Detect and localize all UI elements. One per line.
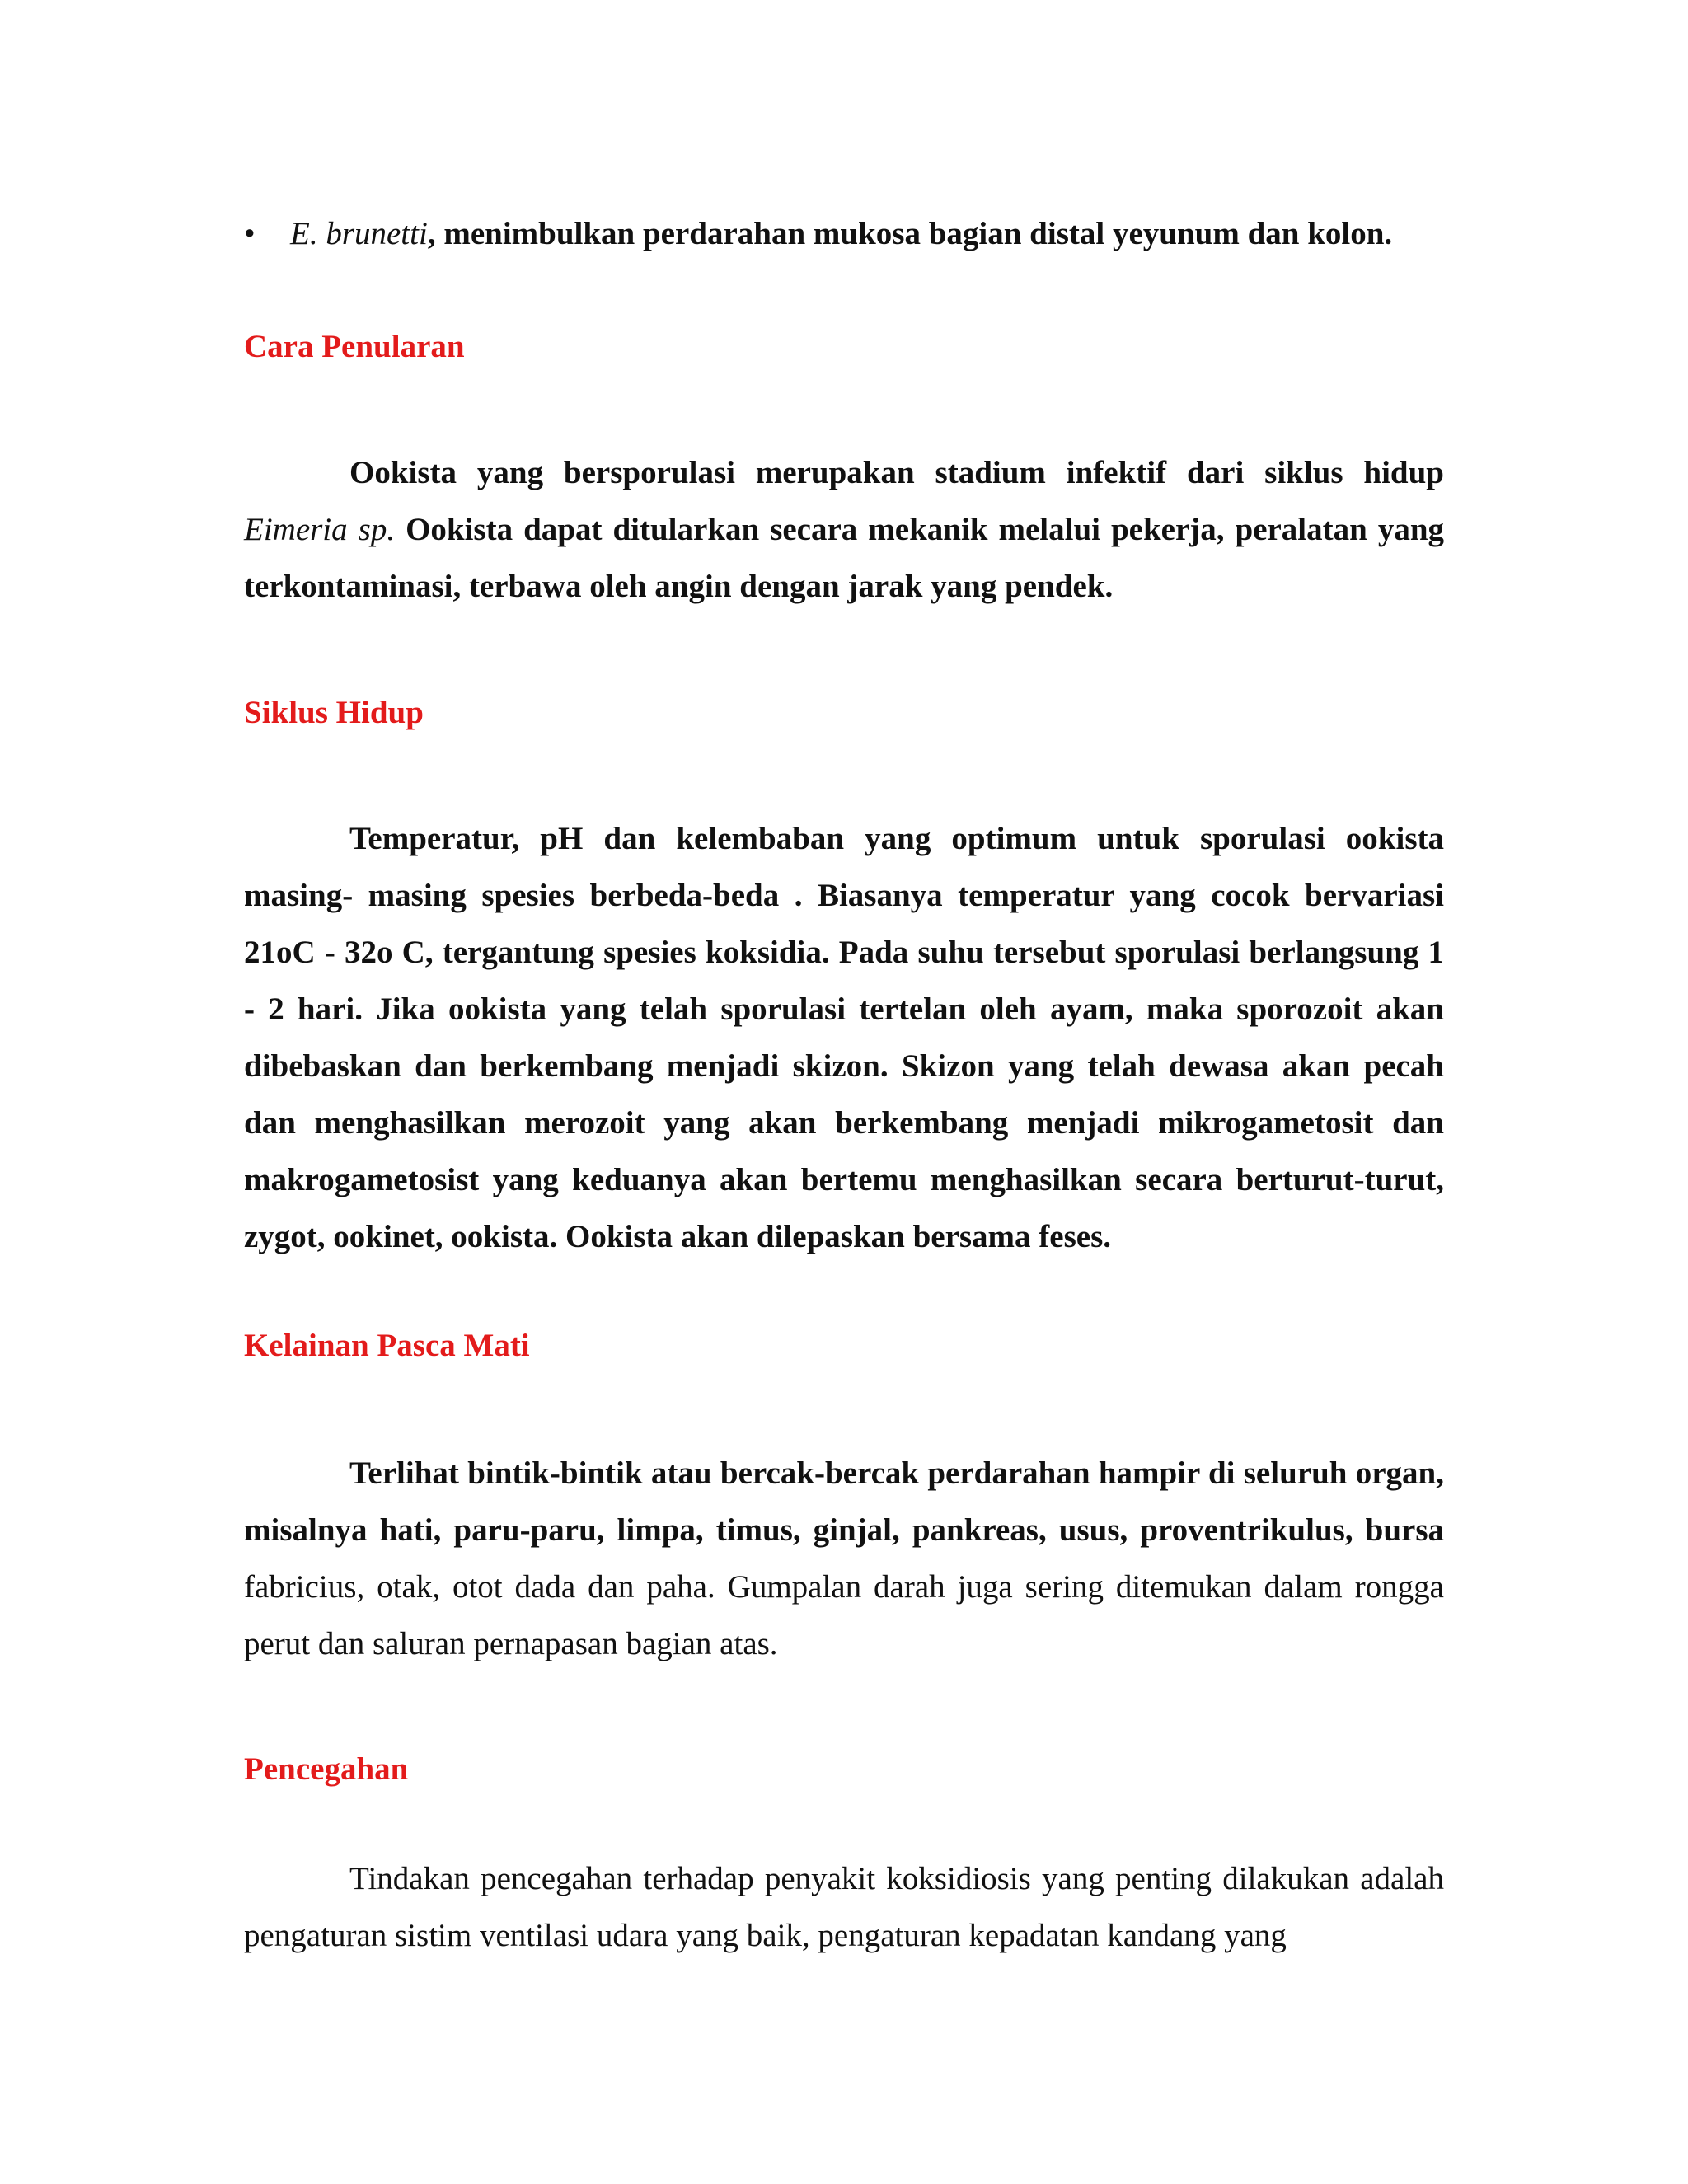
paragraph-siklus-hidup: Temperatur, pH dan kelembaban yang optimum untuk sporulasi ookista masing- masing spesies berbeda-beda . Biasanya temperatur yang cocok bervariasi 21oC - 32o C, tergantung spesies koksidia. Pada suhu tersebut sporulasi berlangsung 1 - 2 hari. Jika ookista yang telah sporulasi tertelan oleh ayam, maka sporozoit akan dibebaskan dan berkembang menjadi skizon. Skizon yang telah dewasa akan pecah dan menghasilkan merozoit yang akan berkembang menjadi mikrogametosit dan makrogametosist yang keduanya akan bertemu menghasilkan secara berturut-turut, zygot, ookinet, ookista. Ookista akan dilepaskan bersama feses. xyxy=(244,821,1444,1254)
species-name: E. brunetti xyxy=(290,216,428,251)
heading-cara-penularan: Cara Penularan xyxy=(244,329,465,364)
kelainan-normal-text: fabricius, otak, otot dada dan paha. Gumpalan darah juga sering ditemukan dalam rongga perut dan saluran pernapasan bagian atas. xyxy=(244,1569,1444,1661)
heading-pencegahan: Pencegahan xyxy=(244,1751,409,1787)
paragraph-kelainan-pasca-mati xyxy=(244,1445,1444,1672)
bullet-symbol: • xyxy=(244,216,256,251)
penularan-text-1: Ookista yang bersporulasi merupakan stadium infektif dari siklus hidup xyxy=(349,455,1444,490)
bullet-text: , menimbulkan perdarahan mukosa bagian distal yeyunum dan kolon. xyxy=(427,216,1393,251)
kelainan-bold-text: Terlihat bintik-bintik atau bercak-bercak perdarahan hampir di seluruh organ, misalnya hati, paru-paru, limpa, timus, ginjal, pankreas, usus, proventrikulus, bursa xyxy=(244,1455,1444,1548)
bullet-item xyxy=(244,213,1444,255)
species-name: Eimeria sp. xyxy=(244,512,396,547)
paragraph-cara-penularan xyxy=(244,444,1444,615)
paragraph-pencegahan: Tindakan pencegahan terhadap penyakit koksidiosis yang penting dilakukan adalah pengaturan sistim ventilasi udara yang baik, pengaturan kepadatan kandang yang xyxy=(244,1861,1444,1953)
heading-siklus-hidup: Siklus Hidup xyxy=(244,695,424,730)
penularan-text-2: Ookista dapat ditularkan secara mekanik melalui pekerja, peralatan yang terkontaminasi, terbawa oleh angin dengan jarak yang pendek. xyxy=(244,512,1445,604)
heading-kelainan-pasca-mati: Kelainan Pasca Mati xyxy=(244,1328,530,1363)
